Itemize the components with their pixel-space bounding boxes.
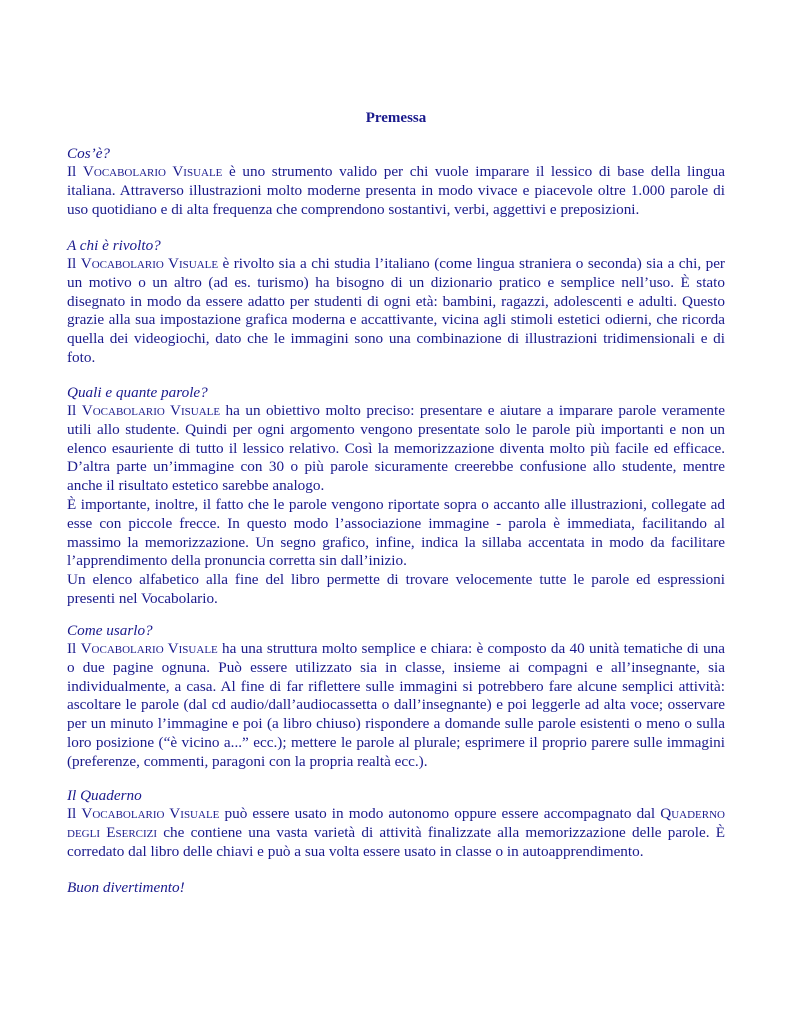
brand-name: Vocabolario Visuale — [80, 640, 218, 657]
section-buon-divertimento — [67, 879, 725, 897]
section-quali-e-quante-parole — [67, 384, 725, 609]
section-a-chi-e-rivolto — [67, 237, 725, 368]
section-heading: Come usarlo? — [67, 622, 153, 639]
brand-name: Vocabolario Visuale — [81, 805, 220, 822]
brand-name-quaderno: Quaderno degli Esercizi — [67, 805, 725, 841]
section-cos-e — [67, 145, 725, 219]
section-come-usarlo — [67, 622, 725, 772]
section-paragraph: Il Vocabolario Visuale è uno strumento valido per chi vuole imparare il lessico di base della lingua italiana. Attraverso illustrazioni molto moderne presenta in modo vivace e piacevole oltre 1.000 parole di uso quotidiano e di alta frequenza che comprendono sostantivi, verbi, aggettivi e preposizioni. — [67, 163, 725, 218]
section-paragraph: Il Vocabolario Visuale ha una struttura molto semplice e chiara: è composto da 40 unità tematiche di una o due pagine ognuna. Può essere utilizzato sia in classe, insieme ai compagni e all’insegnante, sia individualmente, a casa. Al fine di far riflettere sulle immagini si potrebbero fare alcune semplici attività: ascoltare le parole (dal cd audio/dall’audiocassetta o dall’insegnante) e poi leggerle ad alta voce; osservare per un minuto l’immagine e poi (a libro chiuso) rispondere a domande sulle parole esistenti o meno o sulla loro posizione (“è vicino a...” ecc.); mettere le parole al plurale; esprimere il proprio parere sulle immagini (preferenze, commenti, paragoni con la propria realtà ecc.). — [67, 640, 726, 770]
section-paragraph: Un elenco alfabetico alla fine del libro permette di trovare velocemente tutte le parole ed espressioni presenti nel Vocabolario. — [67, 571, 725, 607]
section-heading: Quali e quante parole? — [67, 384, 208, 401]
section-heading: Il Quaderno — [67, 787, 142, 804]
section-paragraph: Il Vocabolario Visuale è rivolto sia a chi studia l’italiano (come lingua straniera o seconda) sia a chi, per un motivo o un altro (ad es. turismo) ha bisogno di un dizionario pratico e semplice nell’uso. È stato disegnato in modo da essere adatto per studenti di ogni età: bambini, ragazzi, adolescenti e adulti. Questo grazie alla sua impostazione grafica moderna e accattivante, vicina agli stimoli estetici odierni, che ricorda quella dei videogiochi, dato che le immagini sono una combinazione di illustrazioni tridimensionali e di foto. — [67, 255, 725, 366]
section-paragraph: Il Vocabolario Visuale ha un obiettivo molto preciso: presentare e aiutare a imparare parole veramente utili allo studente. Quindi per ogni argomento vengono presentate solo le parole più importanti e non un elenco esauriente di tutto il lessico relativo. Così la memorizzazione diventa molto più facile ed efficace. D’altra parte un’immagine con 30 o più parole sicuramente creerebbe confusione allo studente, mentre anche il risultato estetico sarebbe analogo. — [67, 402, 725, 495]
page-title: Premessa — [365, 110, 427, 126]
section-paragraph: È importante, inoltre, il fatto che le parole vengono riportate sopra o accanto alle illustrazioni, collegate ad esse con piccole frecce. In questo modo l’associazione immagine - parola è immediata, facilitando al massimo la memorizzazione. Un segno grafico, infine, indica la sillaba accentata in modo da facilitare l’apprendimento della pronuncia corretta sin dall’inizio. — [67, 495, 725, 570]
brand-name: Vocabolario Visuale — [81, 402, 221, 419]
brand-name: Vocabolario Visuale — [80, 255, 219, 272]
section-paragraph: Il Vocabolario Visuale può essere usato in modo autonomo oppure essere accompagnato dal Quaderno degli Esercizi che contiene una vasta varietà di attività finalizzate alla memorizzazione delle parole. È corredato dal libro delle chiavi e può a sua volta essere usato in classe o in autoapprendimento. — [67, 805, 726, 860]
closing-line: Buon divertimento! — [67, 879, 185, 896]
section-il-quaderno — [67, 787, 725, 861]
section-heading: Cos’è? — [67, 145, 111, 162]
brand-name: Vocabolario Visuale — [82, 163, 223, 180]
section-heading: A chi è rivolto? — [67, 237, 161, 254]
